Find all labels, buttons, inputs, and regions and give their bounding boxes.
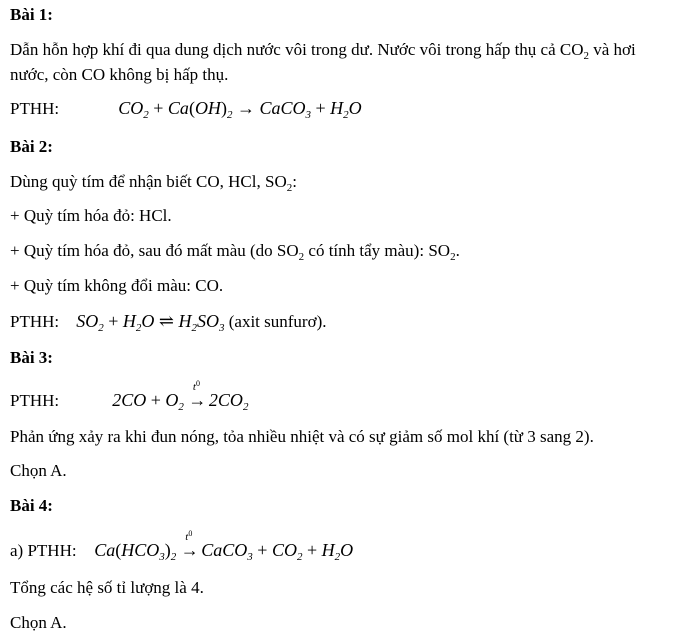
- bai-4-answer: Chọn A.: [10, 613, 67, 632]
- bai-4-paragraph: Tổng các hệ số tỉ lượng là 4.: [10, 578, 204, 597]
- pthh-label: PTHH:: [10, 99, 60, 118]
- heat-arrow: $t^0$ →: [188, 379, 207, 410]
- bai-1-equation: $CO_2 + Ca(OH)_2$ → CaCO$_3$ + $H_2O$: [118, 98, 362, 121]
- bai-2-equation-note: (axit sunfurơ).: [224, 312, 327, 331]
- section-title-bai-1: Bài 1:: [10, 5, 53, 24]
- bai-3-equation: $2CO + O_2$ $t^0$ → $2CO_2$: [112, 379, 249, 413]
- pthh-label: PTHH:: [10, 312, 60, 331]
- bai-2-equation-line: [10, 310, 327, 333]
- pthh-label: PTHH:: [10, 391, 60, 410]
- section-title-bai-2: Bài 2:: [10, 137, 53, 156]
- heat-arrow: $t^0$ →: [180, 529, 199, 560]
- bai-3-equation-line: [10, 379, 249, 413]
- bai-2-equation: $SO_2 + H_2O$ ⇌ $H_2SO_3$: [76, 311, 225, 334]
- bai-2-intro: Dùng quỳ tím để nhận biết CO, HCl, $SO_2$:: [10, 172, 297, 194]
- bai-3-paragraph: Phản ứng xảy ra khi đun nóng, tỏa nhiều nhiệt và có sự giảm số mol khí (từ 3 sang 2).: [10, 427, 594, 446]
- bai-2-item-2: + Quỳ tím hóa đỏ, sau đó mất màu (do $SO_2$ có tính tẩy màu): $SO_2$.: [10, 241, 460, 263]
- bai-2-item-1: + Quỳ tím hóa đỏ: HCl.: [10, 206, 172, 225]
- section-title-bai-4: Bài 4:: [10, 496, 53, 515]
- bai-2-item-3: + Quỳ tím không đổi màu: CO.: [10, 276, 224, 295]
- bai-1-paragraph: Dẫn hỗn hợp khí đi qua dung dịch nước vôi trong dư. Nước vôi trong hấp thụ cả $CO_2$ và hơi nước, còn CO không bị hấp thụ.: [10, 40, 636, 84]
- bai-3-answer: Chọn A.: [10, 461, 67, 480]
- bai-4-equation-line: [10, 529, 354, 563]
- section-title-bai-3: Bài 3:: [10, 348, 53, 367]
- pthh-label: a) PTHH:: [10, 541, 77, 560]
- bai-4-equation: $Ca(HCO_3)_2$ $t^0$ → CaCO$_3$ + $CO_2 + H_2O$: [94, 529, 354, 563]
- bai-1-equation-line: [10, 97, 362, 120]
